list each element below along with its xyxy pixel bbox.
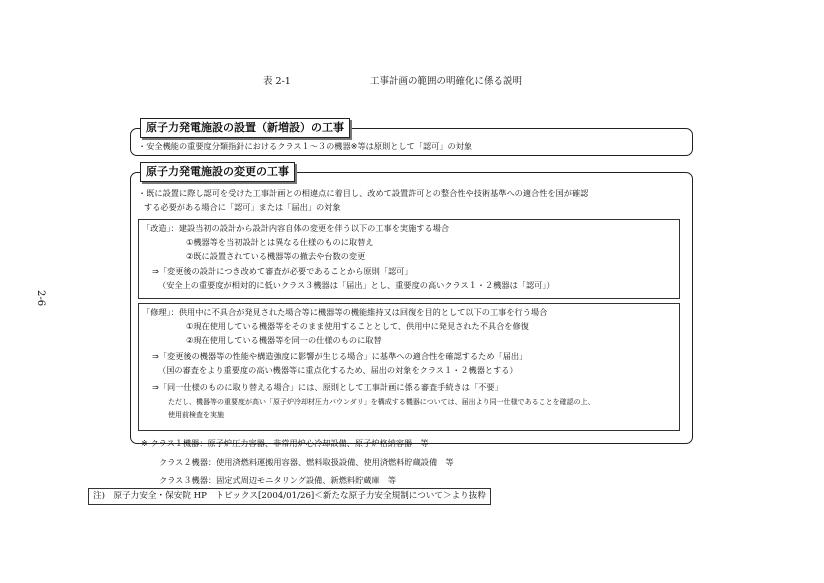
table-label: 表 2-1 (263, 76, 291, 87)
note-line: クラス２機器：使用済燃料運搬用容器、燃料取扱設備、使用済燃料貯蔵設備 等 (159, 457, 454, 467)
kaizo-line: ①機器等を当初設計とは異なる仕様のものに取替え (186, 237, 374, 247)
table-title: 工事計画の範囲の明確化に係る説明 (370, 76, 523, 87)
section2-intro-line: する必要がある場合に「認可」または「届出」の対象 (144, 202, 341, 212)
shuri-line: 「修理」：供用中に不具合が発見された場合等に機器等の機能維持又は回復を目的として以下の工事を行う場合 (142, 307, 548, 317)
kaizo-line: ②既に設置されている機器等の撤去や台数の変更 (186, 251, 366, 261)
source-footnote: 注) 原子力安全・保安院 HP トピックス[2004/01/26]＜新たな原子力安全規制について＞より抜粋 (88, 488, 491, 505)
section1-text: ・安全機能の重要度分類指針におけるクラス１～３の機器※等は原則として「認可」の対象 (138, 141, 473, 151)
note-line: ※ クラス１機器：原子炉圧力容器、非常用炉心冷却設備、原子炉格納容器 等 (141, 438, 429, 448)
section2-intro (138, 186, 683, 214)
shuri-line: ①現在使用している機器等をそのまま使用することとして、供用中に発見された不具合を修復 (186, 321, 529, 331)
shuri-line: ただし、機器等の重要度が高い「原子炉冷却材圧力バウンダリ」を構成する機器については、届出より同一仕様であることを確認の上、 (168, 398, 595, 406)
shuri-line: ⇒「同一仕様のものに取り替える場合」には、原則として工事計画に係る審査手続きは「不要」 (152, 382, 503, 392)
section2-heading: 原子力発電施設の変更の工事 (140, 162, 295, 182)
note-line: クラス３機器：固定式周辺モニタリング設備、新燃料貯蔵庫 等 (159, 475, 397, 485)
shuri-line: ②現在使用している機器等を同一の仕様のものに取替 (186, 335, 382, 345)
section2-intro-line: ・既に設置に際し認可を受けた工事計画との相違点に着目し、改めて設置許可との整合性や技術基準への適合性を国が確認 (138, 188, 589, 198)
shuri-line: 使用前検査を実施 (168, 411, 224, 419)
kaizo-line: ⇒「変更後の設計につき改めて審査が必要であることから原則「認可」 (152, 266, 413, 276)
side-page-number: 2-6 (35, 290, 46, 307)
kaizo-line: 「改造」：建設当初の設計から設計内容自体の変更を伴う以下の工事を実施する場合 (142, 223, 450, 233)
shuri-line: ⇒「変更後の機器等の性能や構造強度に影響が生じる場合」に基準への適合性を確認するため「届出」 (152, 351, 528, 361)
section1-heading: 原子力発電施設の設置（新増設）の工事 (140, 118, 350, 138)
shuri-line: （国の審査をより重要度の高い機器等に重点化するため、届出の対象をクラス１・２機器とする） (158, 365, 518, 375)
kaizo-line: （安全上の重要度が相対的に低いクラス３機器は「届出」とし、重要度の高いクラス１・２機器は「認可」） (158, 280, 555, 290)
